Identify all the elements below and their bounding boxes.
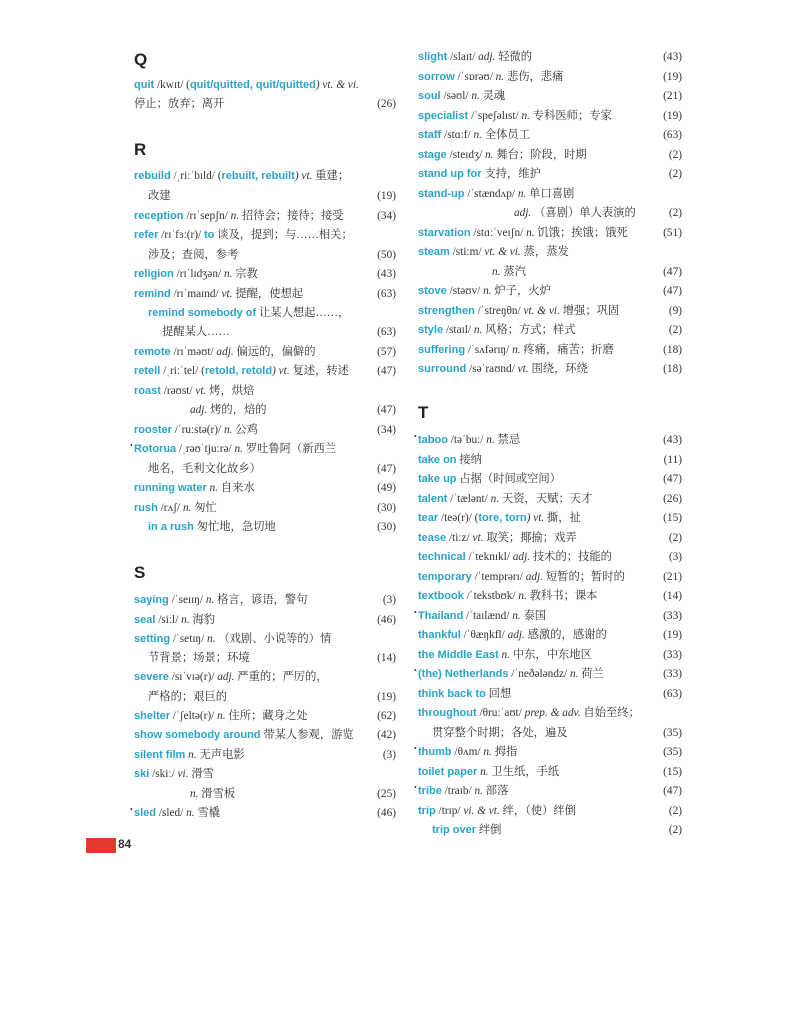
entry-the-middle-east: the Middle East n. 中东，中东地区 (33) xyxy=(418,649,682,661)
entry-tear: tear /teə(r)/ (tore, torn) vt. 撕，扯 (15) xyxy=(418,512,682,524)
section-letter-t: T xyxy=(418,403,429,422)
entry-roast-adj: adj. 烤的，焙的 (47) xyxy=(190,404,396,416)
page-number: 84 xyxy=(118,837,132,851)
entry-temporary: temporary /ˈtemprərɪ/ adj. 短暂的；暂时的 (21) xyxy=(418,571,682,583)
entry-style: style /staɪl/ n. 风格；方式；样式 (2) xyxy=(418,324,682,336)
entry-thankful: thankful /ˈθæŋkfl/ adj. 感激的，感谢的 (19) xyxy=(418,629,682,641)
star-marker-icon: • xyxy=(130,805,133,814)
entry-rush: rush /rʌʃ/ n. 匆忙 (30) xyxy=(134,502,396,514)
entry-in-a-rush: in a rush 匆忙地，急切地 (30) xyxy=(148,521,396,533)
entry-trip-over: trip over 绊倒 (2) xyxy=(432,824,682,836)
entry-thumb: • thumb /θʌm/ n. 拇指 (35) xyxy=(414,744,682,758)
entry-refer-cont: 涉及；查阅，参考 (50) xyxy=(148,249,396,261)
entry-remind: remind /rɪˈmaɪnd/ vt. 提醒，使想起 (63) xyxy=(134,288,396,300)
entry-severe: severe /sɪˈvɪə(r)/ adj. 严重的；严厉的， xyxy=(134,671,328,683)
star-marker-icon: • xyxy=(414,666,417,675)
entry-rooster: rooster /ˈruːstə(r)/ n. 公鸡 (34) xyxy=(134,424,396,436)
entry-reception: reception /rɪˈsepʃn/ n. 招待会；接待；接受 (34) xyxy=(134,210,396,222)
entry-stand-up-adj: adj. （喜剧）单人表演的 (2) xyxy=(514,207,682,219)
entry-refer: refer /rɪˈfɜː(r)/ to 谈及，提到；与……相关； xyxy=(134,229,353,241)
entry-retell: retell /ˌriːˈtel/ (retold, retold) vt. 复述，转述 (47) xyxy=(134,365,396,377)
entry-surround: surround /səˈraʊnd/ vt. 围绕，环绕 (18) xyxy=(418,363,682,375)
entry-setting: setting /ˈsetɪŋ/ n. （戏剧、小说等的）情 xyxy=(134,633,332,645)
entry-throughout: throughout /θruːˈaʊt/ prep. & adv. 自始至终； xyxy=(418,707,640,719)
entry-rebuild-cont: 改建 (19) xyxy=(148,190,396,202)
entry-seal: seal /siːl/ n. 海豹 (46) xyxy=(134,614,396,626)
entry-throughout-cont: 贯穿整个时期；各处，遍及 (35) xyxy=(432,727,682,739)
star-marker-icon: • xyxy=(414,744,417,753)
entry-sled: • sled /sled/ n. 雪橇 (46) xyxy=(130,805,396,819)
entry-taboo: • taboo /təˈbuː/ n. 禁忌 (43) xyxy=(414,432,682,446)
entry-tribe: • tribe /traɪb/ n. 部落 (47) xyxy=(414,783,682,797)
entry-think-back-to: think back to 回想 (63) xyxy=(418,688,682,700)
entry-toilet-paper: toilet paper n. 卫生纸，手纸 (15) xyxy=(418,766,682,778)
section-letter-q: Q xyxy=(134,50,148,69)
entry-roast: roast /rəʊst/ vt. 烤，烘焙 xyxy=(134,385,255,397)
entry-rebuild: rebuild /ˌriːˈbɪld/ (rebuilt, rebuilt) vt. 重建； xyxy=(134,170,350,182)
star-marker-icon: • xyxy=(414,783,417,792)
entry-steam: steam /stiːm/ vt. & vi. 蒸，蒸发 xyxy=(418,246,569,258)
entry-religion: religion /rɪˈlɪdʒən/ n. 宗教 (43) xyxy=(134,268,396,280)
entry-soul: soul /səʊl/ n. 灵魂 (21) xyxy=(418,90,682,102)
entry-rotorua-cont: 地名，毛利文化故乡） (47) xyxy=(148,463,396,475)
page-tab-marker xyxy=(86,838,116,853)
entry-remind-somebody-of: remind somebody of 让某人想起……， xyxy=(148,307,350,319)
entry-remote: remote /rɪˈməʊt/ adj. 偏远的，偏僻的 (57) xyxy=(134,346,396,358)
entry-thailand: • Thailand /ˈtaɪlænd/ n. 泰国 (33) xyxy=(414,608,682,622)
entry-show-somebody-around: show somebody around 带某人参观，游览 (42) xyxy=(134,729,396,741)
entry-textbook: textbook /ˈtekstbʊk/ n. 教科书；课本 (14) xyxy=(418,590,682,602)
entry-stage: stage /steɪdʒ/ n. 舞台；阶段，时期 (2) xyxy=(418,149,682,161)
entry-stove: stove /stəʊv/ n. 炉子，火炉 (47) xyxy=(418,285,682,297)
entry-severe-cont: 严格的；艰巨的 (19) xyxy=(148,691,396,703)
entry-stand-up: stand-up /ˈstændʌp/ n. 单口喜剧 xyxy=(418,188,575,200)
entry-saying: saying /ˈseɪɪŋ/ n. 格言，谚语，警句 (3) xyxy=(134,594,396,606)
entry-take-up: take up 占据（时间或空间） (47) xyxy=(418,473,682,485)
entry-suffering: suffering /ˈsʌfərɪŋ/ n. 疼痛，痛苦；折磨 (18) xyxy=(418,344,682,356)
entry-setting-cont: 节背景；场景；环境 (14) xyxy=(148,652,396,664)
unit-ref: (26) xyxy=(377,98,396,110)
entry-quit: quit /kwɪt/ (quit/quitted, quit/quitted) vt. & vi. xyxy=(134,79,359,91)
entry-take-on: take on 接纳 (11) xyxy=(418,454,682,466)
entry-ski: ski /skiː/ vi. 滑雪 xyxy=(134,768,214,780)
entry-sorrow: sorrow /ˈsɒrəʊ/ n. 悲伤，悲痛 (19) xyxy=(418,71,682,83)
star-marker-icon: • xyxy=(414,608,417,617)
entry-starvation: starvation /stɑːˈveɪʃn/ n. 饥饿；挨饿；饿死 (51) xyxy=(418,227,682,239)
entry-slight: slight /slaɪt/ adj. 轻微的 (43) xyxy=(418,51,682,63)
entry-specialist: specialist /ˈspeʃəlɪst/ n. 专科医师；专家 (19) xyxy=(418,110,682,122)
star-marker-icon: • xyxy=(130,441,133,450)
entry-trip: trip /trɪp/ vi. & vt. 绊，（使）绊倒 (2) xyxy=(418,805,682,817)
star-marker-icon: • xyxy=(414,432,417,441)
entry-talent: talent /ˈtælənt/ n. 天资，天赋；天才 (26) xyxy=(418,493,682,505)
entry-ski-noun: n. 滑雪板 (25) xyxy=(190,788,396,800)
entry-silent-film: silent film n. 无声电影 (3) xyxy=(134,749,396,761)
section-letter-r: R xyxy=(134,140,147,159)
entry-running-water: running water n. 自来水 (49) xyxy=(134,482,396,494)
entry-quit-cont: 停止；放弃；离开 (26) xyxy=(134,98,396,110)
entry-strengthen: strengthen /ˈstreŋθn/ vt. & vi. 增强；巩固 (9) xyxy=(418,305,682,317)
entry-technical: technical /ˈteknɪkl/ adj. 技术的；技能的 (3) xyxy=(418,551,682,563)
section-letter-s: S xyxy=(134,563,146,582)
entry-rotorua: • Rotorua /ˌrəʊˈtjuːrə/ n. 罗吐鲁阿（新西兰 xyxy=(130,441,337,455)
entry-tease: tease /tiːz/ vt. 取笑；揶揄；戏弄 (2) xyxy=(418,532,682,544)
entry-remind-somebody-of-cont: 提醒某人…… (63) xyxy=(162,326,396,338)
entry-stand-up-for: stand up for 支持，维护 (2) xyxy=(418,168,682,180)
entry-shelter: shelter /ˈʃeltə(r)/ n. 住所；藏身之处 (62) xyxy=(134,710,396,722)
entry-steam-noun: n. 蒸汽 (47) xyxy=(492,266,682,278)
entry-staff: staff /stɑːf/ n. 全体员工 (63) xyxy=(418,129,682,141)
entry-netherlands: • (the) Netherlands /ˈneðələndz/ n. 荷兰 (33) xyxy=(414,666,682,680)
